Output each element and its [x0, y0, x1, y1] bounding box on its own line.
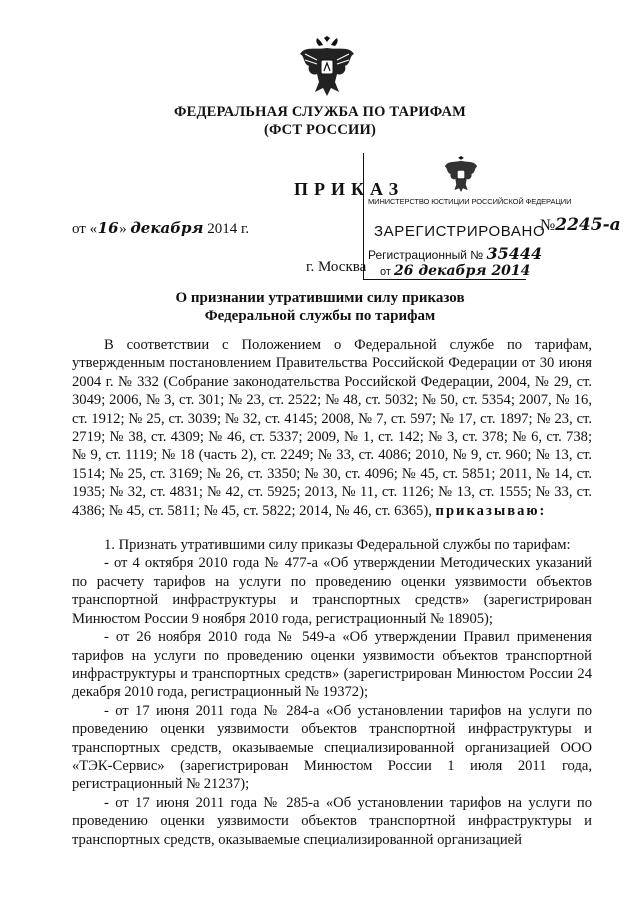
registration-stamp — [363, 153, 572, 280]
document-title-line2: Федеральной службы по тарифам — [204, 308, 436, 324]
coat-of-arms-emblem — [297, 36, 357, 98]
document-title-line1: О признании утратившими силу приказов — [175, 290, 465, 306]
document-type-title: ПРИКАЗ — [294, 179, 405, 199]
handwritten-month: декабря — [130, 219, 204, 237]
organization-abbreviation: (ФСТ РОССИИ) — [263, 122, 376, 138]
order-word: приказываю: — [435, 502, 547, 519]
preamble-paragraph — [72, 336, 592, 520]
stamp-registration-date — [380, 263, 530, 279]
order-date — [72, 219, 249, 238]
sub-item-3: - от 17 июня 2011 года № 284-а «Об установлении тарифов на услуги по проведению оценки уязвимости объектов транспортной инфраструктуры и транспортных средств, оказываемые специализированной организацией ООО «ТЭК-Сервис» (зарегистрирован Минюстом России 1 июля 2011 года, регистрационный № 21237); — [72, 702, 592, 793]
date-quote-close: » — [119, 221, 127, 237]
paragraph-gap — [72, 520, 592, 536]
sub-item-4: - от 17 июня 2011 года № 285-а «Об установлении тарифов на услуги по проведению оценки уязвимости объектов транспортной инфраструктуры и транспортных средств, оказываемые специализированной организацией — [72, 794, 592, 848]
city: г. Москва — [306, 259, 367, 275]
organization-name: ФЕДЕРАЛЬНАЯ СЛУЖБА ПО ТАРИФАМ — [173, 104, 467, 120]
stamp-regnum-label: Регистрационный № — [368, 248, 484, 262]
stamp-date-value: 26 декабря 2014 — [393, 263, 531, 279]
handwritten-day: 16 — [97, 219, 119, 237]
document-body — [72, 336, 592, 849]
sub-item-1: - от 4 октября 2010 года № 477-а «Об утверждении Методических указаний по расчету тарифов на услуги по проведению оценки уязвимости объектов транспортной инфраструктуры и транспортных средств» (зарегистрирован Минюстом России 9 ноября 2010 года, регистрационный № 18905); — [72, 555, 592, 627]
number-sign: № — [540, 217, 556, 234]
order-number — [540, 215, 621, 235]
date-prefix: от « — [72, 221, 98, 237]
preamble-text: В соответствии с Положением о Федеральной службе по тарифам, утвержденным постановлением Правительства Российской Федерации от 30 июня 2004 г. № 332 (Собрание законодательства Российской Федерации, 2004, № 29, ст. 3049; 2006, № 3, ст. 301; № 23, ст. 2522; № 48, ст. 5032; № 50, ст. 5354; 2007, № 16, ст. 1912; № 25, ст. 3039; № 32, ст. 4145; 2008, № 7, ст. 597; № 17, ст. 1897; № 23, ст. 2719; № 38, ст. 4309; № 46, ст. 5337; 2009, № 1, ст. 142; № 3, ст. 378; № 6, ст. 738; № 9, ст. 1119; № 18 (часть 2), ст. 2249; № 33, ст. 4086; 2010, № 9, ст. 960; № 13, ст. 1514; № 25, ст. 3169; № 26, ст. 3350; № 30, ст. 4096; № 45, ст. 5851; 2011, № 14, ст. 1935; № 32, ст. 4831; № 42, ст. 5925; 2013, № 11, ст. 1126; № 13, ст. 1555; № 33, ст. 4386; № 45, ст. 5811; № 45, ст. 5822; 2014, № 46, ст. 6365), — [72, 337, 592, 519]
date-year: 2014 г. — [207, 221, 250, 237]
item-1: 1. Признать утратившими силу приказы Федеральной службы по тарифам: — [104, 537, 571, 554]
stamp-date-label: от — [380, 266, 391, 278]
stamp-ministry: МИНИСТЕРСТВО ЮСТИЦИИ РОССИЙСКОЙ ФЕДЕРАЦИИ — [368, 197, 572, 206]
stamp-emblem-icon — [442, 155, 480, 193]
handwritten-order-number: 2245-а — [555, 215, 621, 235]
stamp-registration-number — [368, 244, 542, 263]
stamp-registered-label: ЗАРЕГИСТРИРОВАНО — [374, 223, 546, 240]
stamp-regnum-value: 35444 — [486, 244, 543, 263]
sub-item-2: - от 26 ноября 2010 года № 549-а «Об утверждении Правил применения тарифов на услуги по проведению оценки уязвимости объектов транспортной инфраструктуры и транспортных средств» (зарегистрирован Минюстом России 24 декабря 2010 года, регистрационный № 19372); — [72, 629, 592, 701]
